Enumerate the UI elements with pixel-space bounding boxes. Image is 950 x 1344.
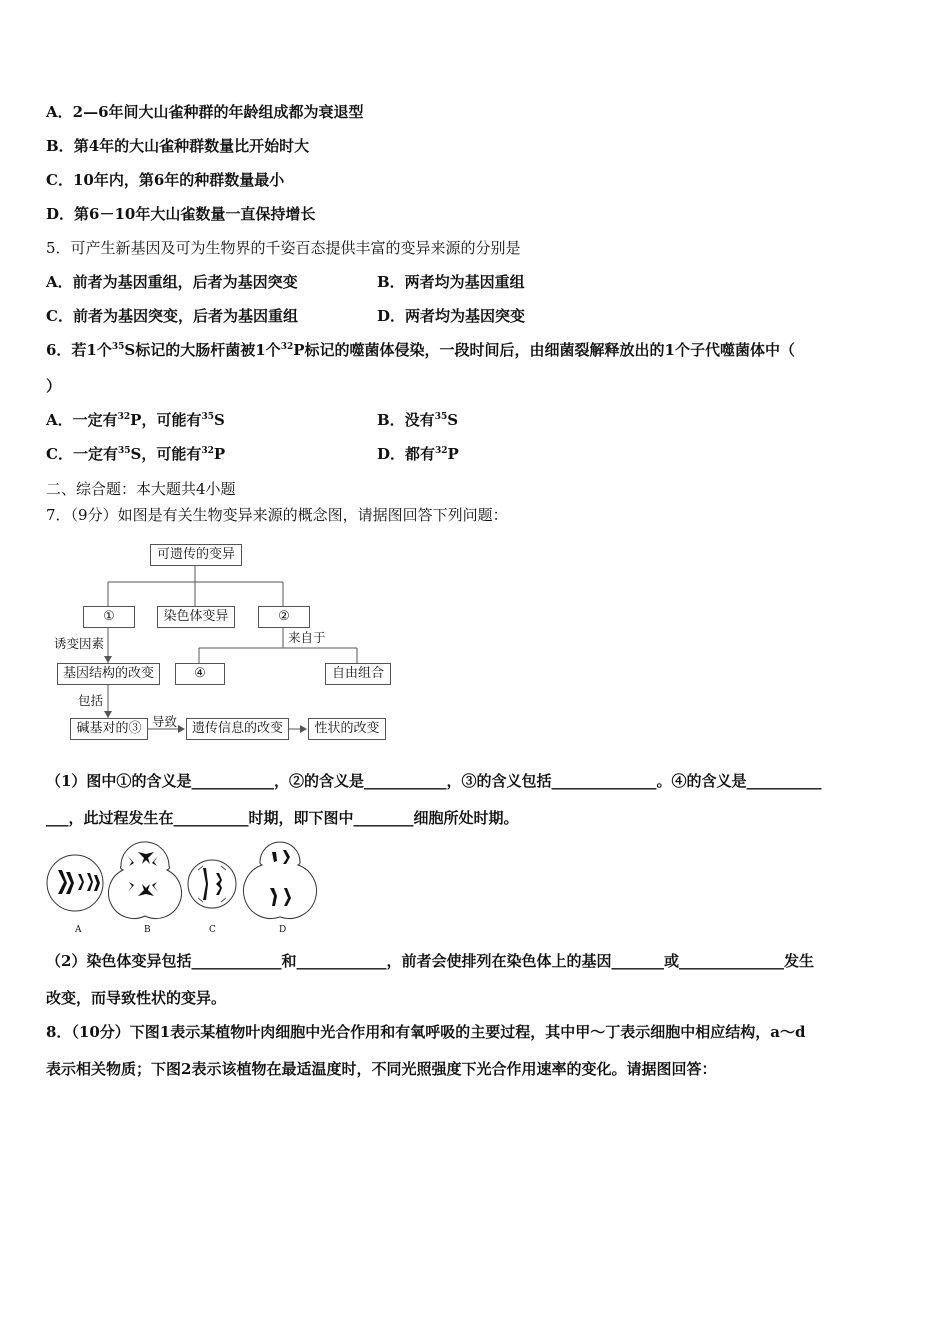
option-text: B．没有 [377,411,435,429]
cell-b [109,842,182,919]
diagram-node-chromosome: 染色体变异 [157,606,235,628]
superscript: 32 [201,446,214,456]
superscript: 35 [111,342,125,352]
q7-part1-line1: （1）图中①的含义是___________，②的含义是___________，③的含义包括______________。④的含义是__________ [46,772,822,790]
option-text: A．一定有 [46,411,118,429]
q6-stem-text: 6．若1个 [46,341,112,359]
diagram-node-trait: 性状的改变 [308,718,386,740]
superscript: 32 [117,412,131,422]
superscript: 35 [434,412,448,422]
q5-option-a: A．前者为基因重组，后者为基因突变 [46,273,298,291]
diagram-node-1: ① [83,606,135,628]
superscript: 35 [201,412,214,422]
q7-part2-line1: （2）染色体变异包括____________和____________，前者会使排列在染色体上的基因_______或______________发生 [46,952,814,970]
option-letter: D． [46,205,75,223]
superscript: 32 [280,342,294,352]
cell-label-a: A [75,925,82,935]
diagram-node-2: ② [258,606,310,628]
diagram-node-gene-structure: 基因结构的改变 [57,663,160,685]
diagram-node-free-combination: 自由组合 [325,663,391,685]
option-text: 10年内，第6年的种群数量最小 [72,171,285,189]
q7-part1-line2: ___，此过程发生在__________时期，即下图中________细胞所处时期。 [46,809,519,827]
diagram-label-lead: 导致 [152,714,178,729]
q5-option-b: B．两者均为基因重组 [377,273,525,291]
q7-part2-line2: 改变，而导致性状的变异。 [46,989,227,1007]
superscript: 35 [117,446,131,456]
option-text: 2—6年间大山雀种群的年龄组成都为衰退型 [72,103,364,121]
cell-d [243,842,316,919]
q5-option-c: C．前者为基因突变，后者为基因重组 [46,307,298,325]
diagram-node-root: 可遗传的变异 [150,544,242,566]
diagram-node-4: ④ [175,663,225,685]
q5-option-d: D．两者均为基因突变 [377,307,526,325]
diagram-label-include: 包括 [78,693,104,708]
option-text: S [447,411,459,429]
option-text: P，可能有 [130,411,202,429]
diagram-label-induce: 诱变因素 [54,636,105,651]
superscript: 32 [435,446,448,456]
option-text: 第6－10年大山雀数量一直保持增长 [74,205,316,223]
q7-stem: 7．（9分）如图是有关生物变异来源的概念图，请据图回答下列问题： [46,506,508,524]
option-text: 第4年的大山雀种群数量比开始时大 [73,137,310,155]
option-letter: B． [46,137,74,155]
option-letter: C． [46,171,73,189]
option-letter: A． [46,103,73,121]
q6-stem-end: ） [46,377,62,395]
cell-drawings [0,0,330,940]
option-text: P [447,445,459,463]
option-text: C．一定有 [46,445,118,463]
diagram-label-from: 来自于 [288,630,326,645]
cell-label-b: B [144,925,151,935]
option-text: P [213,445,226,463]
diagram-node-genetic-info: 遗传信息的改变 [186,718,289,740]
cell-c [188,860,236,908]
diagram-node-3: 碱基对的③ [70,718,148,740]
q5-stem: 5．可产生新基因及可为生物界的千姿百态提供丰富的变异来源的分别是 [46,239,521,257]
q6-stem-text: P标记的噬菌体侵染，一段时间后，由细菌裂解释放出的1个子代噬菌体中（ [293,341,795,359]
option-text: S [213,411,225,429]
cell-label-c: C [209,925,216,935]
cell-a [47,855,103,911]
q6-stem-text: S标记的大肠杆菌被1个 [124,341,281,359]
q8-line2: 表示相关物质；下图2表示该植物在最适温度时，不同光照强度下光合作用速率的变化。请据图回答： [46,1060,717,1078]
section-heading: 二、综合题：本大题共4小题 [46,480,236,498]
q8-line1: 8．（10分）下图1表示某植物叶肉细胞中光合作用和有氧呼吸的主要过程，其中甲～丁表示细胞中相应结构，a～d [46,1023,806,1041]
option-text: S，可能有 [130,445,202,463]
cell-label-d: D [279,925,287,935]
option-text: D．都有 [377,445,436,463]
